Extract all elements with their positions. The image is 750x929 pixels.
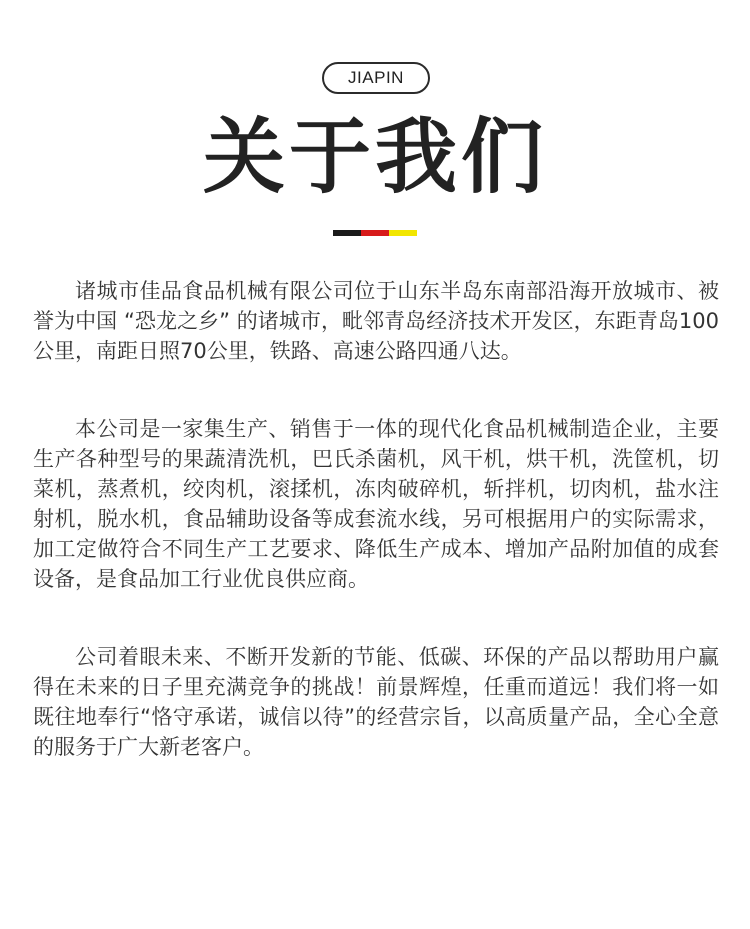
brand-badge: JIAPIN bbox=[322, 62, 430, 94]
about-content bbox=[33, 276, 719, 810]
paragraph-products: 本公司是一家集生产、销售于一体的现代化食品机械制造企业，主要生产各种型号的果蔬清洗机，巴氏杀菌机，风干机，烘干机，洗筐机，切菜机，蒸煮机，绞肉机，滚揉机，冻肉破碎机，斩拌机，切肉机，盐水注射机，脱水机，食品辅助设备等成套流水线，另可根据用户的实际需求，加工定做符合不同生产工艺要求、降低生产成本、增加产品附加值的成套设备，是食品加工行业优良供应商。 bbox=[33, 417, 719, 591]
paragraph-vision: 公司着眼未来、不断开发新的节能、低碳、环保的产品以帮助用户赢得在未来的日子里充满竞争的挑战！前景辉煌，任重而道远！我们将一如既往地奉行“恪守承诺，诚信以待”的经营宗旨，以高质量产品，全心全意的服务于广大新老客户。 bbox=[33, 645, 719, 759]
paragraph-intro: 诸城市佳品食品机械有限公司位于山东半岛东南部沿海开放城市、被誉为中国 “恐龙之乡” 的诸城市，毗邻青岛经济技术开发区，东距青岛100公里，南距日照70公里，铁路、高速公路四通八达。 bbox=[33, 279, 719, 363]
divider-segment-yellow bbox=[389, 230, 417, 236]
divider-segment-black bbox=[333, 230, 361, 236]
tricolor-divider bbox=[333, 230, 417, 236]
page-title: 关于我们 bbox=[202, 110, 547, 205]
divider-segment-red bbox=[361, 230, 389, 236]
